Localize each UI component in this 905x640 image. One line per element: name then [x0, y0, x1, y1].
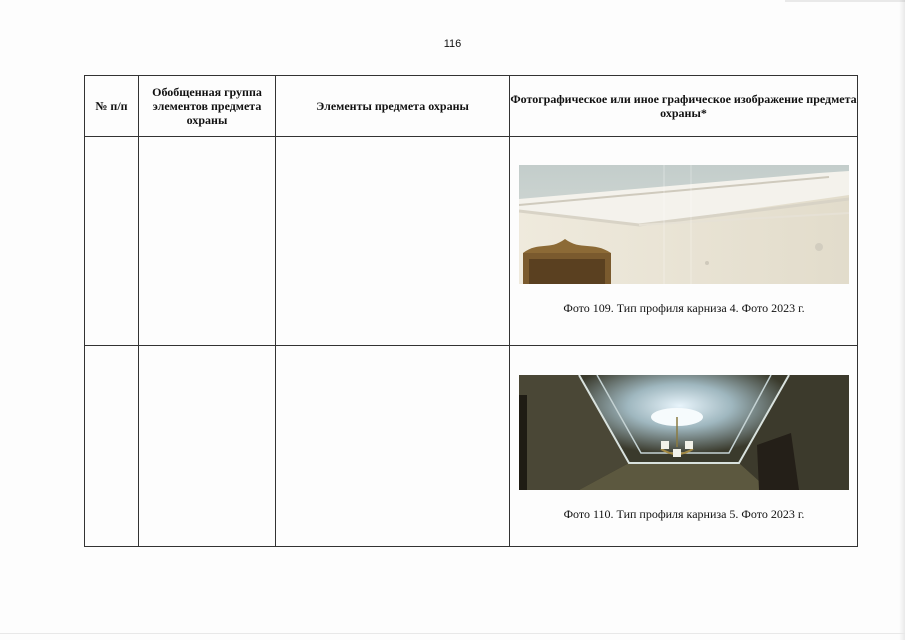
photo-110-caption: Фото 110. Тип профиля карниза 5. Фото 2023 г.: [563, 507, 805, 521]
photo-109-cornice-image: [519, 165, 849, 284]
cell-photo: [510, 346, 858, 547]
scan-edge-bottom: [0, 633, 905, 634]
cell-number: [85, 137, 139, 346]
scan-edge-right: [899, 0, 905, 640]
header-number: № п/п: [85, 76, 139, 137]
cell-elements: [276, 137, 510, 346]
cell-group: [139, 137, 276, 346]
cell-group: [139, 346, 276, 547]
page-number: 116: [443, 38, 462, 50]
cell-number: [85, 346, 139, 547]
cell-elements: [276, 346, 510, 547]
header-photo: Фотографическое или иное графическое изображение предмета охраны*: [510, 76, 858, 137]
table-row: [85, 346, 858, 547]
heritage-table: [84, 75, 858, 547]
table-row: [85, 137, 858, 346]
photo-109-caption: Фото 109. Тип профиля карниза 4. Фото 2023 г.: [563, 301, 805, 315]
cell-photo: [510, 137, 858, 346]
header-elements: Элементы предмета охраны: [276, 76, 510, 137]
table-header-row: [85, 76, 858, 137]
photo-110-cornice-image: [519, 375, 849, 490]
header-group: Обобщенная группа элементов предмета охраны: [139, 76, 276, 137]
scan-edge-top: [785, 0, 905, 2]
